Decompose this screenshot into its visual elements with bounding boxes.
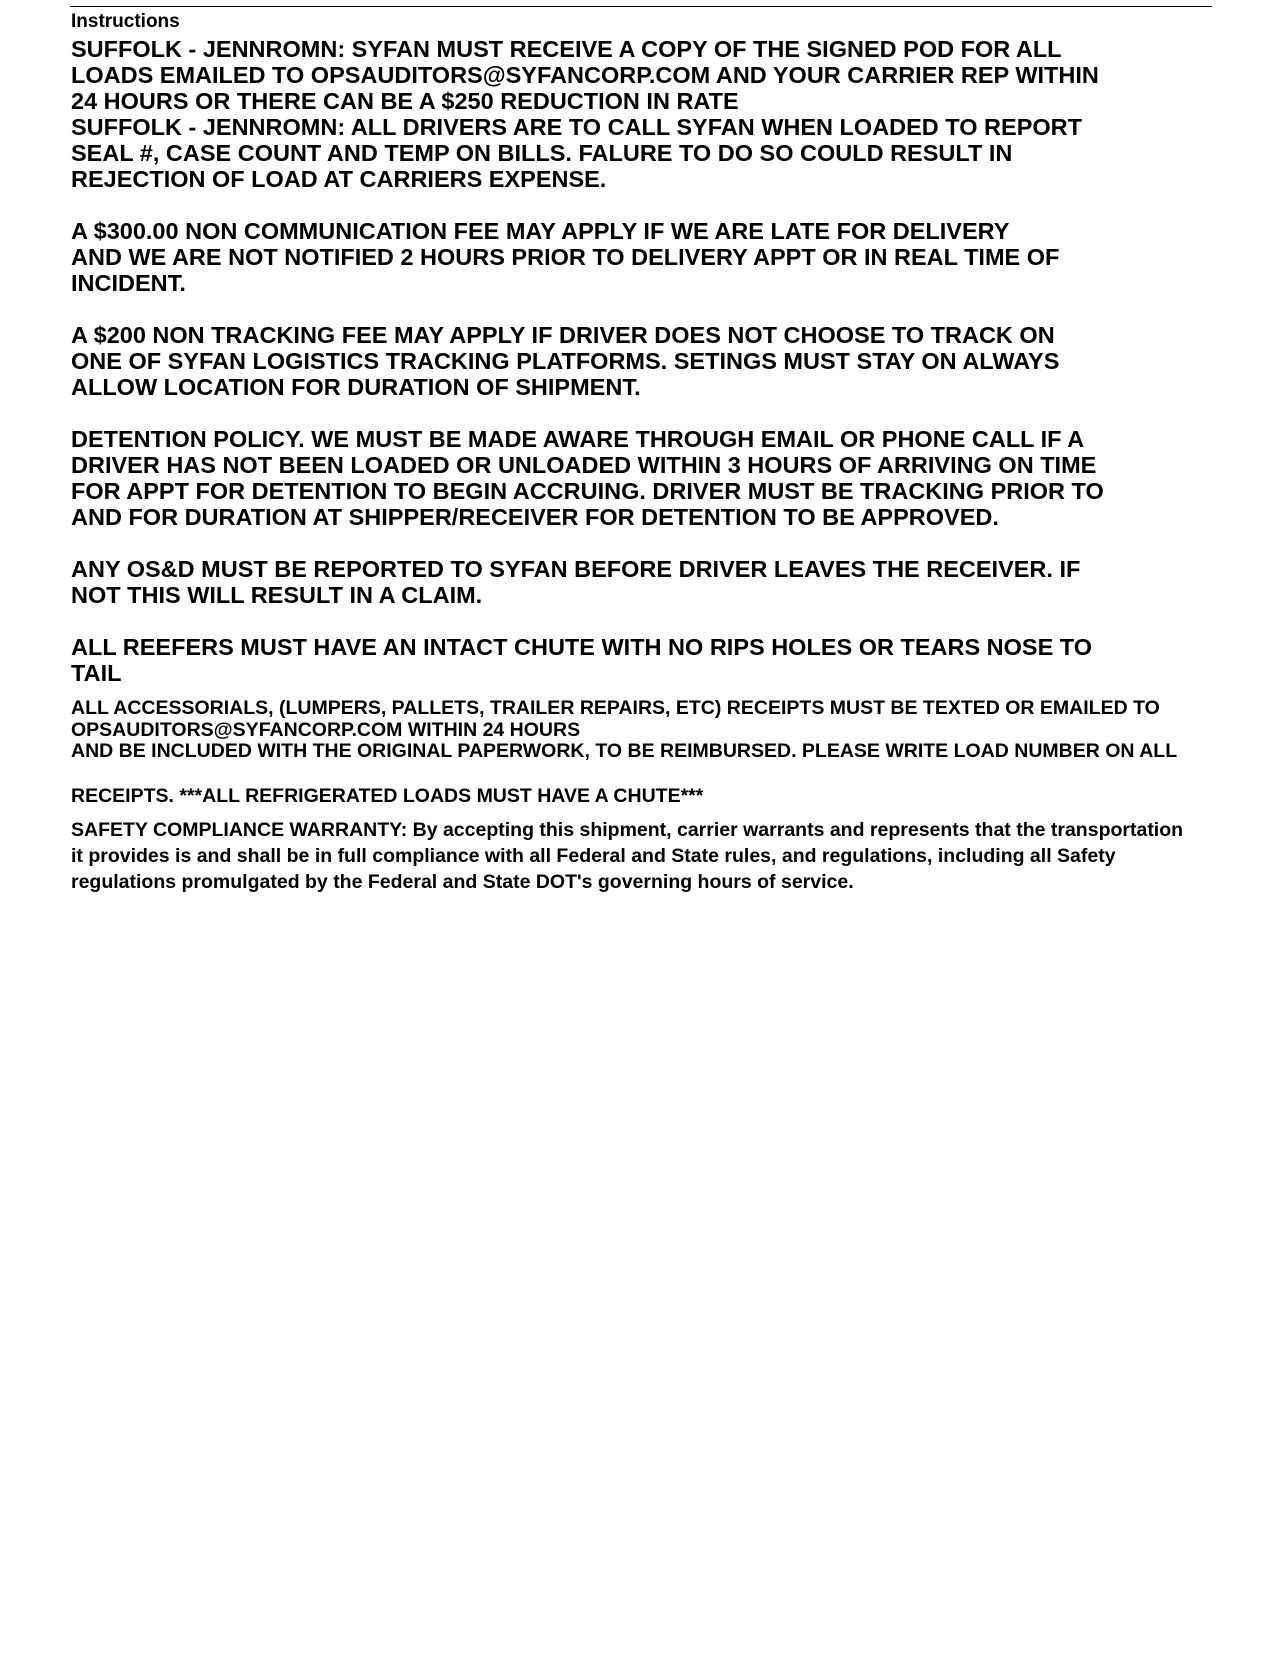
text-line: SUFFOLK - JENNROMN: ALL DRIVERS ARE TO CALL SYFAN WHEN LOADED TO REPORT [71,114,1082,140]
text-line: SUFFOLK - JENNROMN: SYFAN MUST RECEIVE A COPY OF THE SIGNED POD FOR ALL [71,36,1062,62]
osd-claim-paragraph [71,556,1271,608]
text-line: DETENTION POLICY. WE MUST BE MADE AWARE THROUGH EMAIL OR PHONE CALL IF A [71,426,1085,452]
text-line: NOT THIS WILL RESULT IN A CLAIM. [71,582,483,608]
text-line: AND BE INCLUDED WITH THE ORIGINAL PAPERWORK, TO BE REIMBURSED. PLEASE WRITE LOAD NUMBER ON ALL [71,740,1178,762]
detention-policy-paragraph [71,426,1271,530]
text-line: A $300.00 NON COMMUNICATION FEE MAY APPLY IF WE ARE LATE FOR DELIVERY [71,218,1010,244]
text-line: regulations promulgated by the Federal and State DOT's governing hours of service. [71,871,854,893]
reefer-chute-paragraph [71,634,1271,686]
text-line: ALL REEFERS MUST HAVE AN INTACT CHUTE WITH NO RIPS HOLES OR TEARS NOSE TO [71,634,1092,660]
text-line: ALLOW LOCATION FOR DURATION OF SHIPMENT. [71,374,641,400]
text-line: SEAL #, CASE COUNT AND TEMP ON BILLS. FALURE TO DO SO COULD RESULT IN [71,140,1013,166]
text-line: LOADS EMAILED TO OPSAUDITORS@SYFANCORP.COM AND YOUR CARRIER REP WITHIN [71,62,1099,88]
text-line: A $200 NON TRACKING FEE MAY APPLY IF DRIVER DOES NOT CHOOSE TO TRACK ON [71,322,1055,348]
top-divider-line [70,6,1212,7]
text-line: ALL ACCESSORIALS, (LUMPERS, PALLETS, TRAILER REPAIRS, ETC) RECEIPTS MUST BE TEXTED OR EMAILED TO [71,697,1160,719]
text-line: DRIVER HAS NOT BEEN LOADED OR UNLOADED WITHIN 3 HOURS OF ARRIVING ON TIME [71,452,1097,478]
text-line: OPSAUDITORS@SYFANCORP.COM WITHIN 24 HOURS [71,719,581,741]
non-communication-fee-paragraph [71,218,1271,296]
text-line: INCIDENT. [71,270,186,296]
refrigerated-chute-note [71,784,1271,808]
text-line: AND FOR DURATION AT SHIPPER/RECEIVER FOR DETENTION TO BE APPROVED. [71,504,999,530]
instructions-heading: Instructions [71,11,180,32]
non-tracking-fee-paragraph [71,322,1271,400]
text-line: REJECTION OF LOAD AT CARRIERS EXPENSE. [71,166,607,192]
text-line: it provides is and shall be in full compliance with all Federal and State rules, and regulations, including all Safety [71,845,1116,867]
text-line: 24 HOURS OR THERE CAN BE A $250 REDUCTION IN RATE [71,88,739,114]
text-line: FOR APPT FOR DETENTION TO BEGIN ACCRUING. DRIVER MUST BE TRACKING PRIOR TO [71,478,1104,504]
text-line: TAIL [71,660,122,686]
text-line: AND WE ARE NOT NOTIFIED 2 HOURS PRIOR TO DELIVERY APPT OR IN REAL TIME OF [71,244,1060,270]
text-line: SAFETY COMPLIANCE WARRANTY: By accepting this shipment, carrier warrants and represents that the transportation [71,819,1184,841]
safety-compliance-warranty [71,817,1271,895]
text-line: ONE OF SYFAN LOGISTICS TRACKING PLATFORMS. SETINGS MUST STAY ON ALWAYS [71,348,1060,374]
pod-and-seal-instructions [71,36,1271,192]
instructions-document [71,9,1271,895]
text-line: ANY OS&D MUST BE REPORTED TO SYFAN BEFORE DRIVER LEAVES THE RECEIVER. IF [71,556,1081,582]
text-line: RECEIPTS. ***ALL REFRIGERATED LOADS MUST HAVE A CHUTE*** [71,785,704,807]
accessorials-paragraph [71,696,1271,762]
